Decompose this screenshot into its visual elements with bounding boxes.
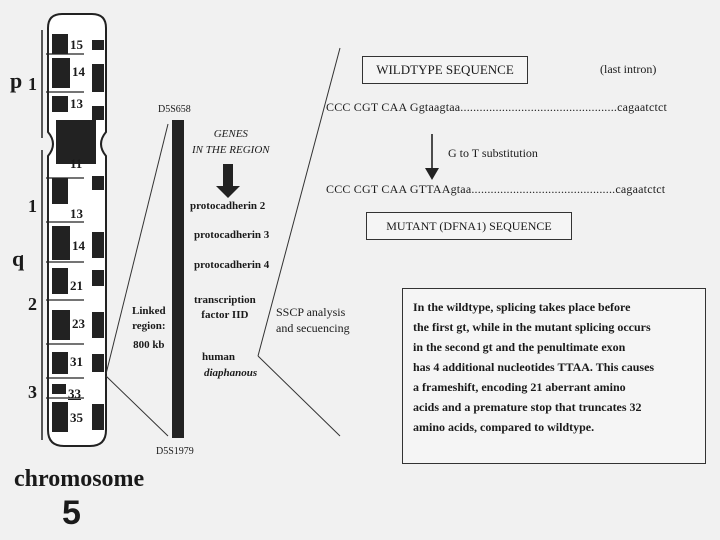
explanation-line: a frameshift, encoding 21 aberrant amino [413, 380, 626, 394]
band-q21 [52, 268, 68, 294]
explanation-box [402, 288, 706, 464]
arm-q-label: q [12, 246, 25, 271]
bottom-marker: D5S1979 [156, 446, 194, 457]
band-label: 14 [72, 238, 85, 253]
band-r7 [92, 312, 104, 338]
band-label: 31 [70, 354, 83, 369]
band-label: 15 [70, 37, 83, 52]
region-q2: 2 [28, 294, 37, 314]
wildtype-title-box [362, 56, 528, 84]
genes-arrow [216, 164, 240, 198]
explanation-line: in the second gt and the penultimate exon [413, 340, 626, 354]
band-label: 13 [70, 206, 83, 221]
method-label [276, 304, 350, 336]
explanation-line: the first gt, while in the mutant splicing occurs [413, 320, 651, 334]
band-q31 [52, 352, 68, 374]
wildtype-title: WILDTYPE SEQUENCE [376, 62, 514, 77]
gene-pcdh4: protocadherin 4 [194, 259, 270, 271]
band-p13 [52, 96, 68, 112]
tfiid-line-2: factor IID [201, 309, 249, 321]
linked-line-1: Linked [132, 305, 166, 317]
band-label: 21 [70, 278, 83, 293]
gene-pcdh3: protocadherin 3 [194, 229, 270, 241]
band-label: 13 [70, 96, 83, 111]
region-p1: 1 [28, 74, 37, 94]
band-r6 [92, 270, 104, 286]
band-q33 [52, 384, 66, 394]
genes-header-line-2: IN THE REGION [192, 144, 270, 156]
linked-region-label [132, 304, 166, 353]
band-p14 [52, 58, 70, 88]
chromosome-caption: chromosome [14, 466, 145, 492]
band-label: 14 [72, 64, 85, 79]
genes-header [192, 126, 270, 158]
band-q14 [52, 226, 70, 260]
linked-line-3: 800 kb [133, 339, 165, 351]
gene-pcdh2: protocadherin 2 [190, 200, 266, 212]
band-label: 11 [70, 156, 83, 171]
band-r9 [92, 404, 104, 430]
last-intron-label: (last intron) [600, 62, 657, 76]
gene-diaphanous: diaphanous [204, 367, 258, 379]
explanation-line: In the wildtype, splicing takes place before [413, 300, 631, 314]
band-label: 33 [68, 386, 81, 401]
method-line-1: SSCP analysis [276, 305, 346, 319]
band-r5 [92, 232, 104, 258]
substitution-label: G to T substitution [448, 146, 538, 160]
mutant-sequence: CCC CGT CAA GTTAAgtaa.............................................cagaatctct [326, 182, 666, 196]
region-q3: 3 [28, 382, 37, 402]
band-q35 [52, 402, 68, 432]
substitution-arrow [425, 168, 439, 180]
chromosome-number: 5 [62, 494, 81, 532]
explanation-line: amino acids, compared to wildtype. [413, 420, 595, 434]
top-marker: D5S658 [158, 104, 191, 115]
method-line-2: and secuencing [276, 321, 350, 335]
explanation-line: acids and a premature stop that truncates 32 [413, 400, 642, 414]
region-q1: 1 [28, 196, 37, 216]
tfiid-line-1: transcription [194, 294, 256, 306]
band-q23 [52, 310, 70, 340]
mutant-title-box [366, 212, 572, 240]
band-r1 [92, 40, 104, 50]
band-q12 [52, 178, 68, 204]
band-r2 [92, 64, 104, 92]
explanation-text [403, 289, 705, 437]
genes-header-line-1: GENES [213, 128, 248, 140]
explanation-line: has 4 additional nucleotides TTAA. This causes [413, 360, 655, 374]
gene-human: human [202, 351, 236, 363]
band-r3 [92, 106, 104, 120]
gene-tfiid [194, 293, 256, 323]
locus-bar [172, 120, 184, 438]
band-p15 [52, 34, 68, 54]
band-r4 [92, 176, 104, 190]
linked-line-2: region: [132, 320, 166, 332]
wildtype-sequence: CCC CGT CAA Ggtaagtaa.................................................cagaatctct [326, 100, 668, 114]
arm-p-label: p [10, 68, 23, 93]
band-label: 23 [72, 316, 85, 331]
band-r8 [92, 354, 104, 372]
mutant-title: MUTANT (DFNA1) SEQUENCE [386, 219, 552, 233]
band-label: 35 [70, 410, 83, 425]
